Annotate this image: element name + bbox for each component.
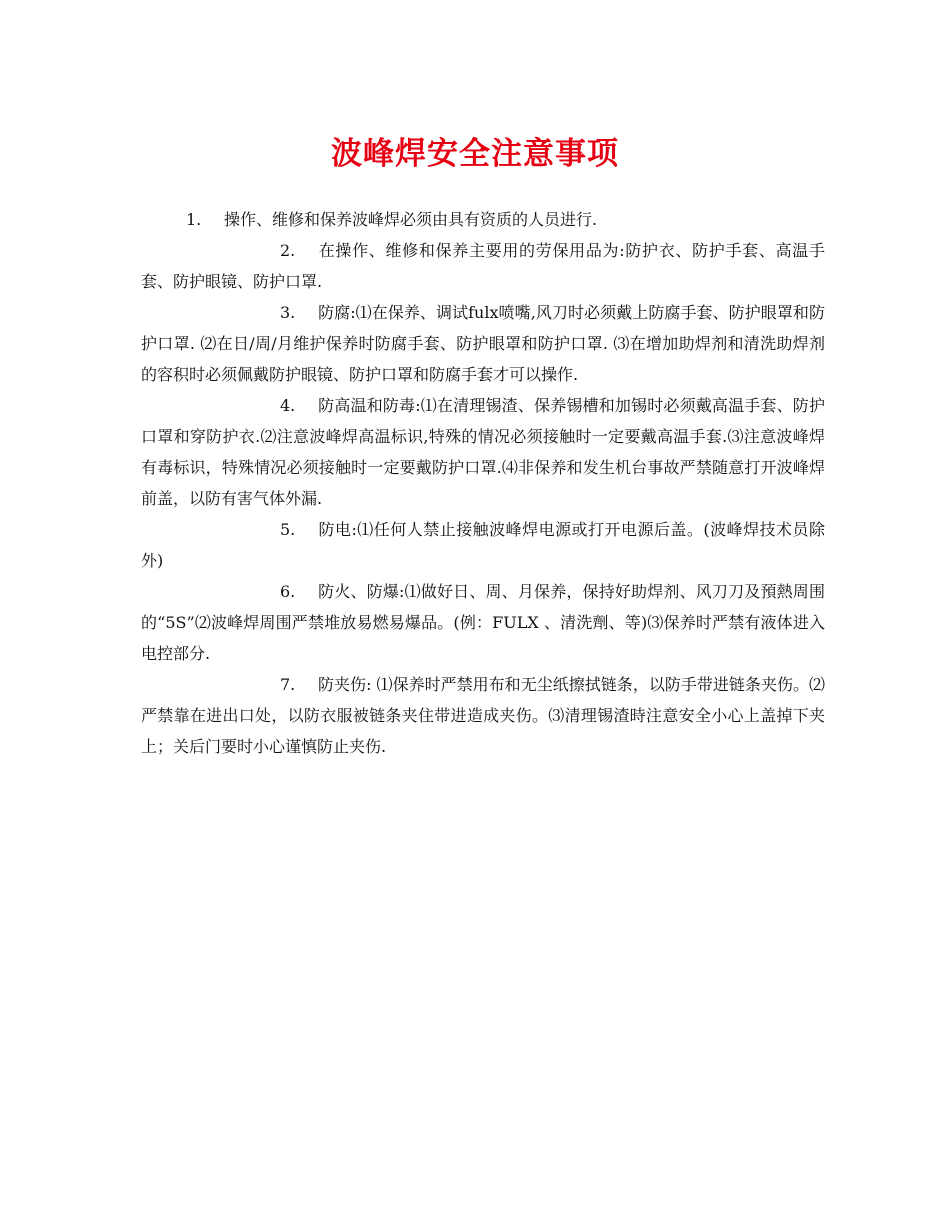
item-number: 2. xyxy=(280,241,296,260)
item-text: 防电:⑴任何人禁止接触波峰焊电源或打开电源后盖。(波峰焊技术员除外) xyxy=(141,520,825,570)
item-text: 防火、防爆:⑴做好日、周、月保养，保持好助焊剂、风刀刀及預熱周围的“5S”⑵波峰焊周围严禁堆放易燃易爆品。(例：FULX 、清洗劑、等)⑶保养时严禁有液体进入电控部分. xyxy=(141,582,825,663)
item-text: 在操作、维修和保养主要用的劳保用品为:防护衣、防护手套、高温手套、防护眼镜、防护口罩. xyxy=(141,241,825,291)
item-number: 7. xyxy=(280,675,296,694)
page-title: 波峰焊安全注意事项 xyxy=(331,136,619,172)
list-item xyxy=(141,235,825,297)
list-item xyxy=(141,297,825,390)
item-text: 防夹伤: ⑴保养时严禁用布和无尘纸擦拭链条，以防手带进链条夹伤。⑵严禁靠在进出口处，以防衣服被链条夹住带进造成夹伤。⑶清理锡渣時注意安全小心上盖掉下夹上；关后门要时小心谨慎防止夹伤. xyxy=(141,675,825,756)
item-number: 1. xyxy=(186,210,202,229)
item-number: 5. xyxy=(280,520,296,539)
list-item xyxy=(141,514,825,576)
document-body xyxy=(141,204,825,762)
item-text: 防高温和防毒:⑴在清理锡渣、保养锡槽和加锡时必须戴高温手套、防护口罩和穿防护衣.⑵注意波峰焊高温标识,特殊的情况必须接触时一定要戴高温手套.⑶注意波峰焊有毒标识，特殊情况必须接触时一定要戴防护口罩.⑷非保养和发生机台事故严禁随意打开波峰焊前盖，以防有害气体外漏. xyxy=(141,396,825,508)
item-text: 防腐:⑴在保养、调试fulx喷嘴,风刀时必须戴上防腐手套、防护眼罩和防护口罩. ⑵在日/周/月维护保养时防腐手套、防护眼罩和防护口罩. ⑶在增加助焊剂和清洗助焊剂的容积时必须佩戴防护眼镜、防护口罩和防腐手套才可以操作. xyxy=(141,303,825,384)
list-item xyxy=(141,669,825,762)
item-number: 3. xyxy=(280,303,296,322)
item-number: 4. xyxy=(280,396,296,415)
list-item xyxy=(141,576,825,669)
list-item xyxy=(141,390,825,514)
item-text: 操作、维修和保养波峰焊必须由具有资质的人员进行. xyxy=(224,210,598,229)
item-number: 6. xyxy=(280,582,296,601)
list-item xyxy=(141,204,825,235)
